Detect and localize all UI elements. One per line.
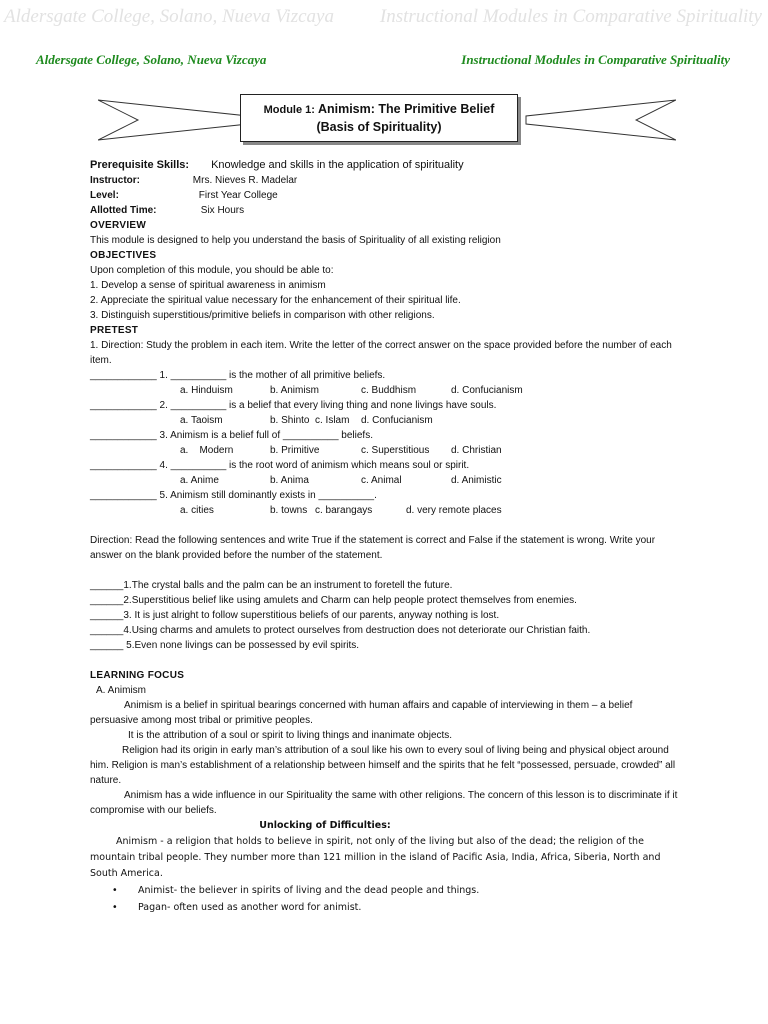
question-1: ____________ 1. __________ is the mother of all primitive beliefs. xyxy=(90,370,386,381)
tf-item: ______2.Superstitious belief like using amulets and Charm can help people protect themselves from enemies. xyxy=(90,595,577,606)
question-3: ____________ 3. Animism is a belief full of __________ beliefs. xyxy=(90,430,373,441)
question-2: ____________ 2. __________ is a belief that every living thing and none livings have souls. xyxy=(90,400,497,411)
choices-2 xyxy=(90,413,680,428)
choice: d. Animistic xyxy=(451,475,502,486)
choice: d. Confucianism xyxy=(361,415,433,426)
choice: c. barangays xyxy=(315,505,373,516)
watermark-right: Instructional Modules in Comparative Spirituality xyxy=(379,6,762,27)
paragraph: Animism has a wide influence in our Spirituality the same with other religions. The concern of this lesson is to discriminate if it compromise with our beliefs. xyxy=(90,790,678,816)
choice: b. Primitive xyxy=(270,445,320,456)
choice: c. Animal xyxy=(361,475,402,486)
instructor-label: Instructor: xyxy=(90,175,140,186)
choices-5 xyxy=(90,503,680,518)
pretest-direction: 1. Direction: Study the problem in each item. Write the letter of the correct answer on the space provided before the number of each item. xyxy=(90,340,672,366)
header-college: Aldersgate College, Solano, Nueva Vizcaya xyxy=(36,52,267,67)
page-header xyxy=(36,52,730,72)
choices-4 xyxy=(90,473,680,488)
tf-item: ______1.The crystal balls and the palm can be an instrument to foretell the future. xyxy=(90,580,453,591)
choice: b. Animism xyxy=(270,385,319,396)
overview-text: This module is designed to help you understand the basis of Spirituality of all existing religion xyxy=(90,235,501,246)
question-5: ____________ 5. Animism still dominantly exists in __________. xyxy=(90,490,377,501)
title-box xyxy=(240,94,518,142)
objectives-heading: OBJECTIVES xyxy=(90,250,157,261)
header-module-series: Instructional Modules in Comparative Spirituality xyxy=(461,52,730,67)
choice: d. very remote places xyxy=(406,505,502,516)
level-label: Level: xyxy=(90,190,119,201)
choice: d. Christian xyxy=(451,445,502,456)
choice: c. Superstitious xyxy=(361,445,430,456)
tf-item: ______4.Using charms and amulets to protect ourselves from destruction does not deteriorate our Christian faith. xyxy=(90,625,591,636)
choices-3 xyxy=(90,443,680,458)
overview-heading: OVERVIEW xyxy=(90,220,147,231)
choice: a. cities xyxy=(180,505,214,516)
level-value: First Year College xyxy=(198,190,278,201)
learning-heading: LEARNING FOCUS xyxy=(90,670,185,681)
module-content xyxy=(90,158,680,916)
module-subtitle: (Basis of Spirituality) xyxy=(316,120,442,134)
learning-subheading: A. Animism xyxy=(96,685,147,696)
choice: d. Confucianism xyxy=(451,385,523,396)
paragraph: Animism - a religion that holds to believe in spirit, not only of the living but also of the dead; the religion of the mountain tribal people. They number more than 121 million in the island of Pacific Asia, India, Africa, Siberia, North and South America. xyxy=(90,836,661,879)
choice: b. Shinto xyxy=(270,415,310,426)
paragraph: Religion had its origin in early man’s attribution of a soul like his own to every soul of living being and physical object around him. Religion is man’s establishment of a relationship between himself and the spirits that he felt “possessed, persuade, crowded” all nature. xyxy=(90,745,676,786)
objectives-intro: Upon completion of this module, you should be able to: xyxy=(90,265,334,276)
choice: b. towns xyxy=(270,505,308,516)
choice: a. Modern xyxy=(180,445,234,456)
paragraph: Animism is a belief in spiritual bearings concerned with human affairs and capable of interviewing in them – a belief persuasive among most tribal or primitive peoples. xyxy=(90,700,633,726)
tf-item: ______3. It is just alright to follow superstitious beliefs of our parents, anyway nothing is lost. xyxy=(90,610,500,621)
title-banner xyxy=(98,90,676,150)
unlocking-heading: Unlocking of Difficulties: xyxy=(259,820,391,831)
choice: c. Islam xyxy=(315,415,350,426)
watermark xyxy=(0,6,768,32)
list-item: • Pagan- often used as another word for animist. xyxy=(112,902,362,913)
time-value: Six Hours xyxy=(200,205,245,216)
prereq-value: Knowledge and skills in the application of spirituality xyxy=(211,159,464,171)
instructor-value: Mrs. Nieves R. Madelar xyxy=(192,175,298,186)
choice: c. Buddhism xyxy=(361,385,417,396)
module-label: Module 1: xyxy=(263,104,315,116)
prereq-label: Prerequisite Skills: xyxy=(90,159,190,171)
choice: a. Taoism xyxy=(180,415,223,426)
module-title: Animism: The Primitive Belief xyxy=(317,102,495,116)
choice: a. Anime xyxy=(180,475,219,486)
objective-item: 3. Distinguish superstitious/primitive beliefs in comparison with other religions. xyxy=(90,310,435,321)
objective-item: 2. Appreciate the spiritual value necessary for the enhancement of their spiritual life. xyxy=(90,295,461,306)
tf-direction: Direction: Read the following sentences and write True if the statement is correct and False if the statement is wrong. Write your answer on the blank provided before the number of the statement. xyxy=(90,535,656,561)
paragraph: It is the attribution of a soul or spirit to living things and inanimate objects. xyxy=(128,730,453,741)
choice: a. Hinduism xyxy=(180,385,233,396)
objective-item: 1. Develop a sense of spiritual awareness in animism xyxy=(90,280,326,291)
question-4: ____________ 4. __________ is the root word of animism which means soul or spirit. xyxy=(90,460,470,471)
choices-1 xyxy=(90,383,680,398)
choice: b. Anima xyxy=(270,475,309,486)
time-label: Allotted Time: xyxy=(90,205,157,216)
pretest-heading: PRETEST xyxy=(90,325,139,336)
list-item: • Animist- the believer in spirits of living and the dead people and things. xyxy=(112,885,480,896)
watermark-left: Aldersgate College, Solano, Nueva Vizcaya xyxy=(4,6,334,27)
tf-item: ______ 5.Even none livings can be possessed by evil spirits. xyxy=(90,640,360,651)
bullet-text: Animist- the believer in spirits of living and the dead people and things. xyxy=(138,885,480,896)
bullet-text: Pagan- often used as another word for animist. xyxy=(138,902,362,913)
